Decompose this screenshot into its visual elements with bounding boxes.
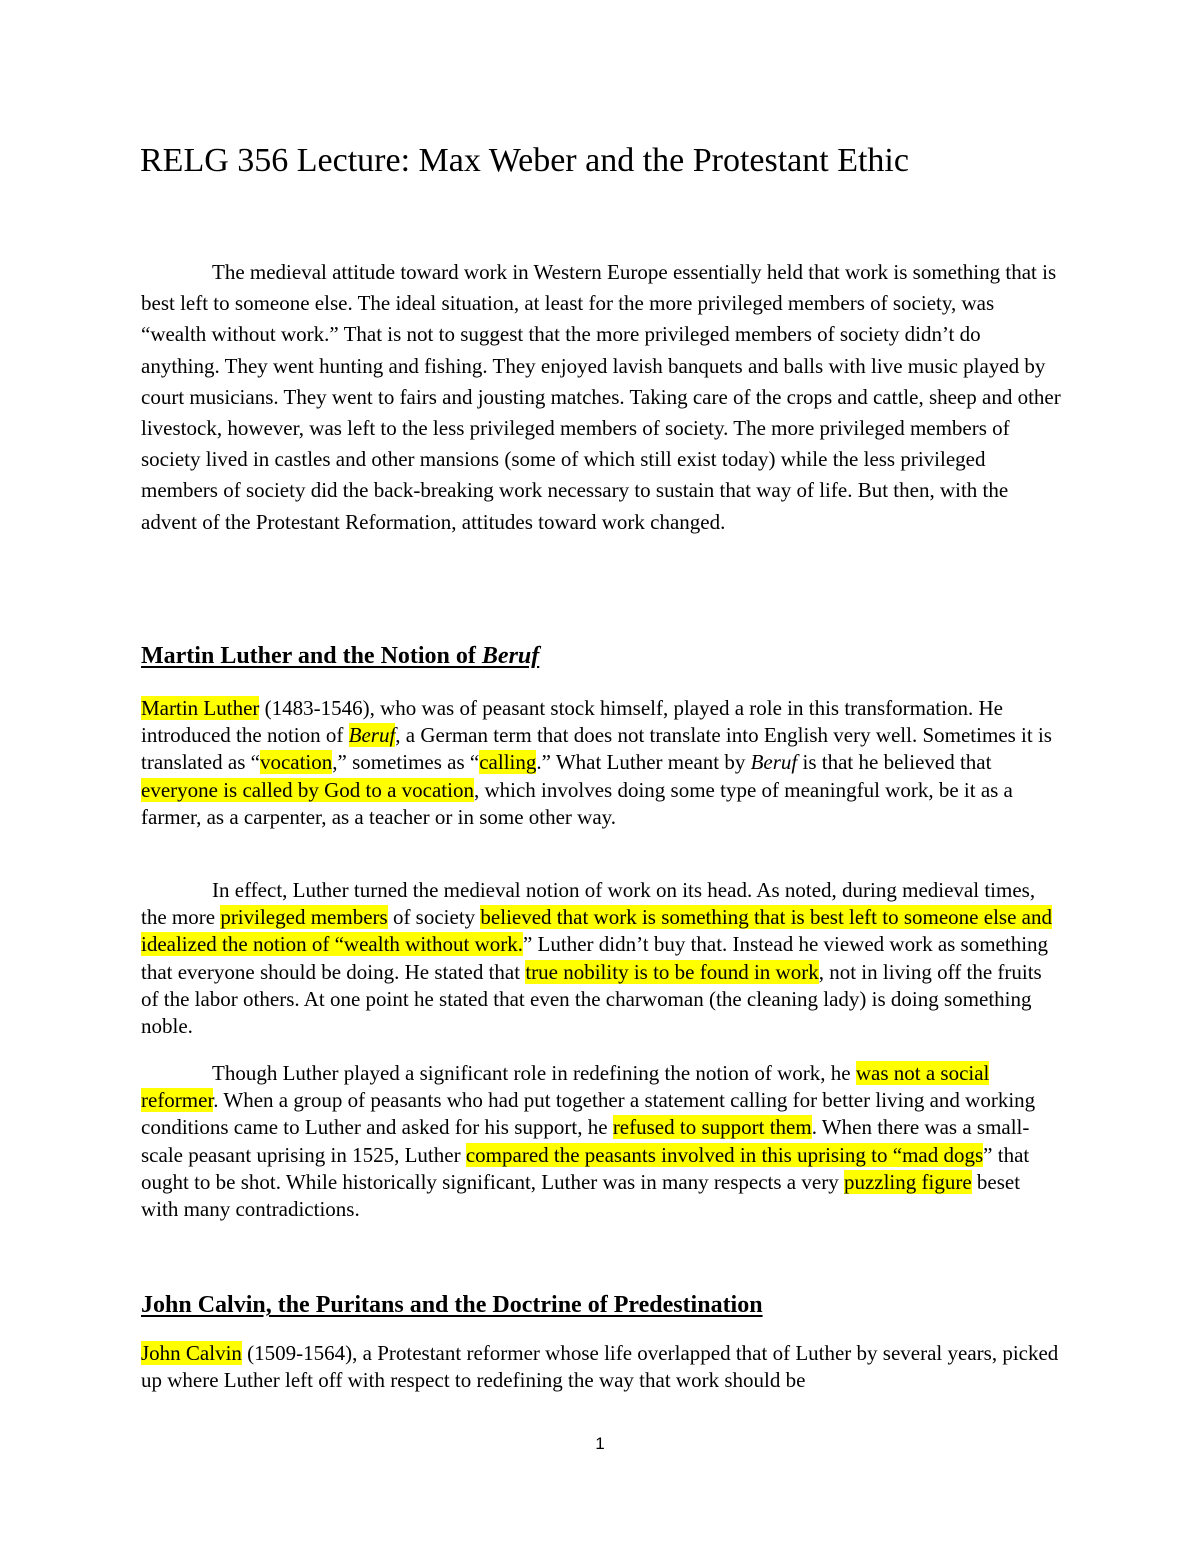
text-run: beset with many contradictions. <box>141 1169 1021 1222</box>
highlight-privileged-members: privileged members <box>220 905 388 930</box>
text-run: In effect, Luther turned the medieval notion of work on its head. As noted, during medieval times, the more <box>141 878 1036 930</box>
text-run: . When there was a small-scale peasant uprising in 1525, Luther <box>141 1115 1030 1167</box>
text-run: , a German term that does not translate into English very well. Sometimes it is translated as “ <box>141 723 1052 775</box>
text-run: , not in living off the fruits of the labor others. At one point he stated that even the charwoman (the cleaning lady) is doing something noble. <box>141 959 1042 1039</box>
section-heading-luther-text: Martin Luther and the Notion of <box>141 643 482 669</box>
highlight-everyone-called: everyone is called by God to a vocation <box>141 777 474 802</box>
luther-paragraph-3 <box>141 1060 1061 1223</box>
luther-paragraph-1 <box>141 695 1061 831</box>
highlight-puzzling-figure: puzzling figure <box>843 1169 972 1194</box>
calvin-paragraph-1 <box>141 1340 1061 1394</box>
highlight-mad-dogs: compared the peasants involved in this uprising to “mad dogs <box>465 1142 984 1167</box>
text-run: ,” sometimes as “ <box>332 750 480 775</box>
text-run: , which involves doing some type of meaningful work, be it as a farmer, as a carpenter, as a teacher or in some other way. <box>141 777 1013 829</box>
section-heading-luther <box>141 641 539 671</box>
luther-paragraph-2 <box>141 877 1061 1040</box>
text-run: .” What Luther meant by <box>536 750 751 775</box>
text-run: (1483-1546), who was of peasant stock himself, played a role in this transformation. He introduced the notion of <box>141 696 1003 748</box>
highlight-refused-to-support: refused to support them <box>612 1115 812 1140</box>
highlight-martin-luther: Martin Luther <box>141 696 260 720</box>
italic-beruf: Beruf <box>750 750 798 775</box>
text-run: ” that ought to be shot. While historically significant, Luther was in many respects a very <box>141 1142 1030 1194</box>
intro-paragraph: The medieval attitude toward work in Western Europe essentially held that work is something that is best left to someone else. The ideal situation, at least for the more privileged members of society, was “wealth without work.” That is not to suggest that the more privileged members of society didn’t do anything. They went hunting and fishing. They enjoyed lavish banquets and balls with live music played by court musicians. They went to fairs and jousting matches. Taking care of the crops and cattle, sheep and other livestock, however, was left to the less privileged members of society. The more privileged members of society lived in castles and other mansions (some of which still exist today) while the less privileged members of society did the back-breaking work necessary to sustain that way of life. But then, with the advent of the Protestant Reformation, attitudes toward work changed. <box>141 260 1061 534</box>
page-number: 1 <box>595 1434 605 1453</box>
highlight-work-left-to-others: believed that work is something that is best left to someone else and idealized the notion of “wealth without work. <box>141 905 1052 957</box>
text-run: ” Luther didn’t buy that. Instead he viewed work as something that everyone should be doing. He stated that <box>141 932 1049 984</box>
text-run: of society <box>387 905 481 930</box>
text-run: (1509-1564), a Protestant reformer whose life overlapped that of Luther by several years, picked up where Luther left off with respect to redefining the way that work should be <box>141 1341 1059 1393</box>
document-title: RELG 356 Lecture: Max Weber and the Protestant Ethic <box>140 142 909 179</box>
highlight-john-calvin: John Calvin <box>141 1341 242 1365</box>
text-run: Though Luther played a significant role in redefining the notion of work, he <box>212 1061 856 1085</box>
section-heading-luther-italic: Beruf <box>481 643 540 669</box>
highlight-not-social-reformer: was not a social reformer <box>141 1061 990 1113</box>
text-run: . When a group of peasants who had put together a statement calling for better living and working conditions came to Luther and asked for his support, he <box>141 1088 1036 1140</box>
highlight-vocation: vocation <box>259 750 333 775</box>
highlight-true-nobility: true nobility is to be found in work <box>525 959 819 984</box>
highlight-calling: calling <box>479 750 537 775</box>
highlight-beruf: Beruf <box>348 723 396 748</box>
text-run: is that he believed that <box>797 750 992 775</box>
section-heading-calvin: John Calvin, the Puritans and the Doctrine of Predestination <box>141 1292 763 1318</box>
